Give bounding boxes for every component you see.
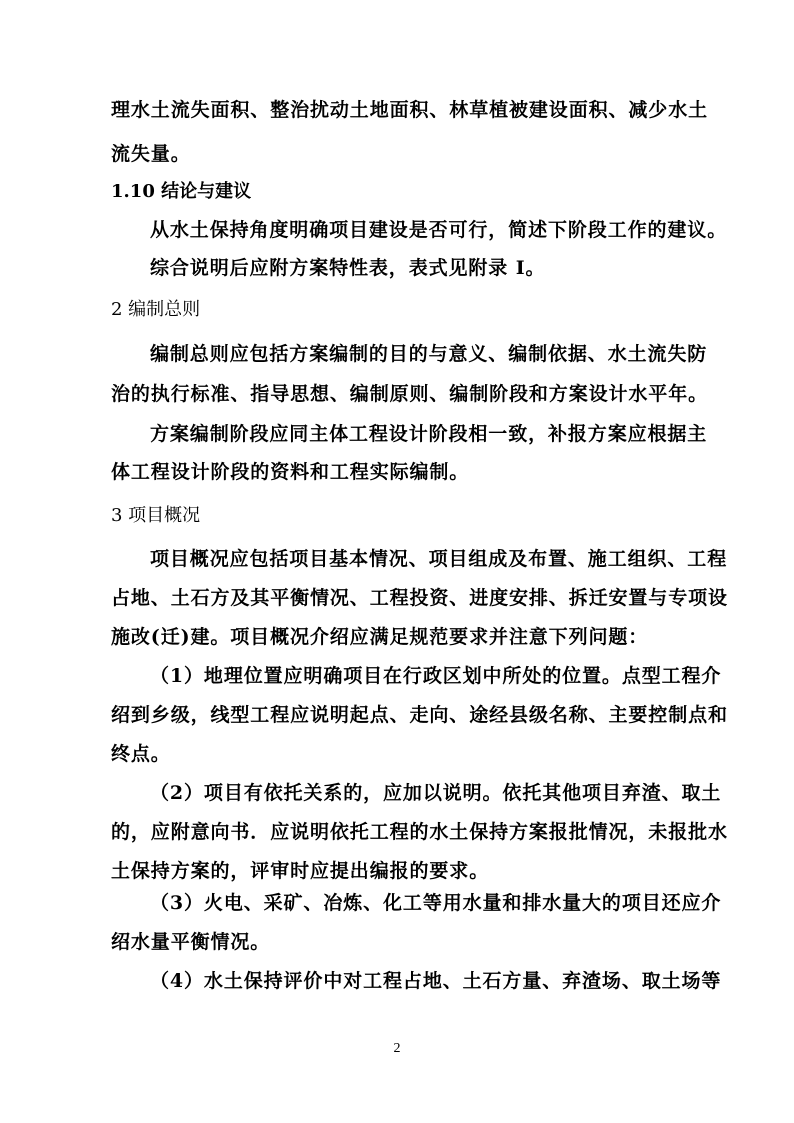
paragraph-line: 编制总则应包括方案编制的目的与意义、编制依据、水土流失防 [150, 343, 708, 365]
list-item-3: （3）火电、采矿、冶炼、化工等用水量和排水量大的项目还应介 [150, 892, 722, 914]
paragraph-line: 治的执行标准、指导思想、编制原则、编制阶段和方案设计水平年。 [111, 383, 709, 405]
list-item-1: （1）地理位置应明确项目在行政区划中所处的位置。点型工程介 [150, 665, 722, 687]
paragraph-line: 终点。 [111, 743, 171, 765]
section-heading-2: 2 编制总则 [111, 299, 201, 320]
paragraph-line: 绍水量平衡情况。 [111, 931, 271, 953]
paragraph-line: 流失量。 [111, 143, 191, 165]
page-number: 2 [393, 1041, 401, 1056]
paragraph-line: 的，应附意向书．应说明依托工程的水土保持方案报批情况，未报批水 [111, 821, 728, 843]
paragraph-line: 施改(迁)建。项目概况介绍应满足规范要求并注意下列问题： [111, 626, 649, 648]
paragraph-line: 占地、土石方及其平衡情况、工程投资、进度安排、拆迁安置与专项设 [111, 587, 728, 609]
paragraph-line: 土保持方案的，评审时应提出编报的要求。 [111, 860, 490, 882]
paragraph-line: 项目概况应包括项目基本情况、项目组成及布置、施工组织、工程 [150, 548, 728, 570]
paragraph-line: 综合说明后应附方案特性表，表式见附录 I。 [150, 257, 546, 279]
paragraph-line: 理水土流失面积、整治扰动土地面积、林草植被建设面积、减少水土 [111, 99, 709, 121]
paragraph-line: 方案编制阶段应同主体工程设计阶段相一致，补报方案应根据主 [150, 423, 708, 445]
paragraph-line: 从水土保持角度明确项目建设是否可行，简述下阶段工作的建议。 [150, 219, 728, 241]
section-heading-1-10: 1.10 结论与建议 [111, 181, 252, 202]
list-item-2: （2）项目有依托关系的，应加以说明。依托其他项目弃渣、取土 [150, 782, 722, 804]
paragraph-line: 体工程设计阶段的资料和工程实际编制。 [111, 461, 470, 483]
paragraph-line: 绍到乡级，线型工程应说明起点、走向、途经县级名称、主要控制点和 [111, 704, 728, 726]
section-heading-3: 3 项目概况 [111, 505, 201, 526]
list-item-4: （4）水土保持评价中对工程占地、土石方量、弃渣场、取土场等 [150, 970, 722, 992]
